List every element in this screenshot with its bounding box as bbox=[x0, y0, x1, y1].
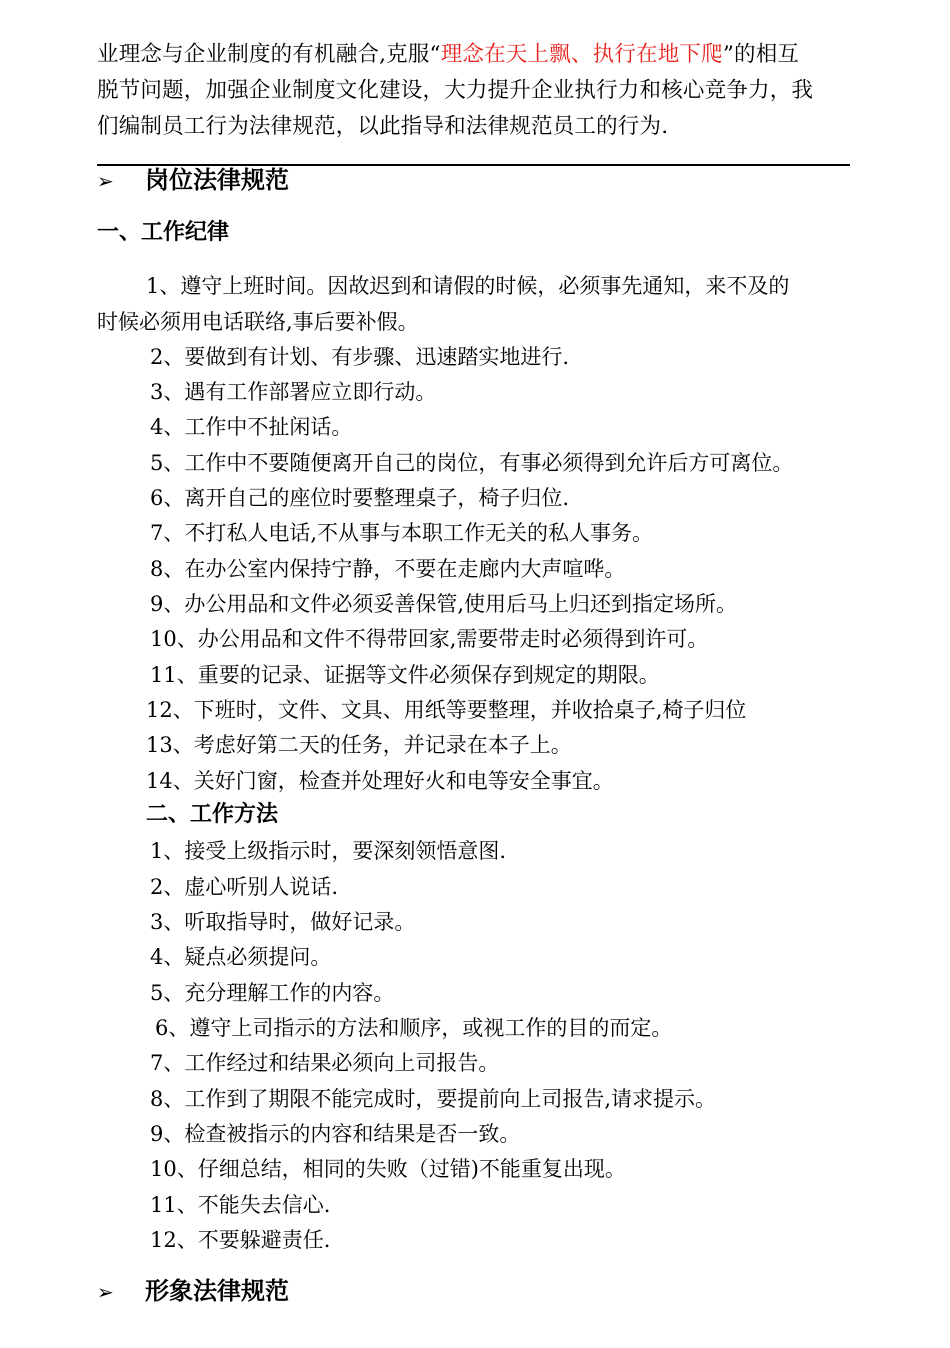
list-item: 6、离开自己的座位时要整理桌子，椅子归位. bbox=[150, 486, 570, 510]
section-title: 形象法律规范 bbox=[145, 1277, 289, 1305]
section-title: 岗位法律规范 bbox=[145, 166, 289, 194]
list-item-continuation: 时候必须用电话联络,事后要补假。 bbox=[97, 310, 419, 334]
list-item: 3、听取指导时，做好记录。 bbox=[150, 910, 416, 934]
list-item: 11、不能失去信心. bbox=[150, 1193, 331, 1217]
section-heading-image bbox=[97, 1276, 289, 1307]
highlighted-phrase: 理念在天上飘、执行在地下爬 bbox=[440, 42, 723, 67]
list-item: 12、不要躲避责任. bbox=[150, 1228, 331, 1252]
list-item: 5、充分理解工作的内容。 bbox=[150, 981, 395, 1005]
list-item: 10、仔细总结，相同的失败（过错)不能重复出现。 bbox=[150, 1157, 626, 1181]
intro-line-1 bbox=[97, 41, 799, 69]
list-item: 10、办公用品和文件不得带回家,需要带走时必须得到许可。 bbox=[150, 627, 709, 651]
intro-line-3: 们编制员工行为法律规范，以此指导和法律规范员工的行为. bbox=[97, 114, 669, 139]
list-item: 4、工作中不扯闲话。 bbox=[150, 415, 353, 439]
list-item: 1、接受上级指示时，要深刻领悟意图. bbox=[150, 839, 507, 863]
list-item: 2、要做到有计划、有步骤、迅速踏实地进行. bbox=[150, 345, 570, 369]
list-item: 7、工作经过和结果必须向上司报告。 bbox=[150, 1051, 500, 1075]
list-item: 14、关好门窗，检查并处理好火和电等安全事宜。 bbox=[146, 769, 614, 793]
subsection-title-method: 二、工作方法 bbox=[146, 802, 279, 827]
list-item: 6、遵守上司指示的方法和顺序，或视工作的目的而定。 bbox=[155, 1016, 673, 1040]
list-item: 9、办公用品和文件必须妥善保管,使用后马上归还到指定场所。 bbox=[150, 592, 738, 616]
list-item: 9、检查被指示的内容和结果是否一致。 bbox=[150, 1122, 521, 1146]
arrow-bullet-icon: ➢ bbox=[97, 1280, 114, 1304]
list-item: 2、虚心听别人说话. bbox=[150, 875, 339, 899]
list-item: 12、下班时，文件、文具、用纸等要整理，并收拾桌子,椅子归位 bbox=[146, 698, 747, 722]
list-item: 11、重要的记录、证据等文件必须保存到规定的期限。 bbox=[150, 663, 660, 687]
list-item: 5、工作中不要随便离开自己的岗位，有事必须得到允许后方可离位。 bbox=[150, 451, 794, 475]
list-item: 8、在办公室内保持宁静，不要在走廊内大声喧哗。 bbox=[150, 557, 626, 581]
intro-line-2: 脱节问题，加强企业制度文化建设，大力提升企业执行力和核心竞争力，我 bbox=[97, 78, 814, 103]
list-item: 4、疑点必须提问。 bbox=[150, 945, 332, 969]
list-item: 13、考虑好第二天的任务，并记录在本子上。 bbox=[146, 733, 572, 757]
intro-line-1-end: ”的相互 bbox=[722, 42, 800, 67]
list-item: 7、不打私人电话,不从事与本职工作无关的私人事务。 bbox=[150, 521, 654, 545]
list-item: 1、遵守上班时间。因故迟到和请假的时候，必须事先通知，来不及的 bbox=[146, 274, 790, 298]
section-heading-job bbox=[97, 165, 289, 196]
list-item: 3、遇有工作部署应立即行动。 bbox=[150, 380, 437, 404]
intro-line-1-start: 业理念与企业制度的有机融合,克服“ bbox=[97, 42, 441, 67]
subsection-title-discipline: 一、工作纪律 bbox=[97, 220, 230, 245]
list-item: 8、工作到了期限不能完成时，要提前向上司报告,请求提示。 bbox=[150, 1087, 717, 1111]
arrow-bullet-icon: ➢ bbox=[97, 169, 114, 193]
